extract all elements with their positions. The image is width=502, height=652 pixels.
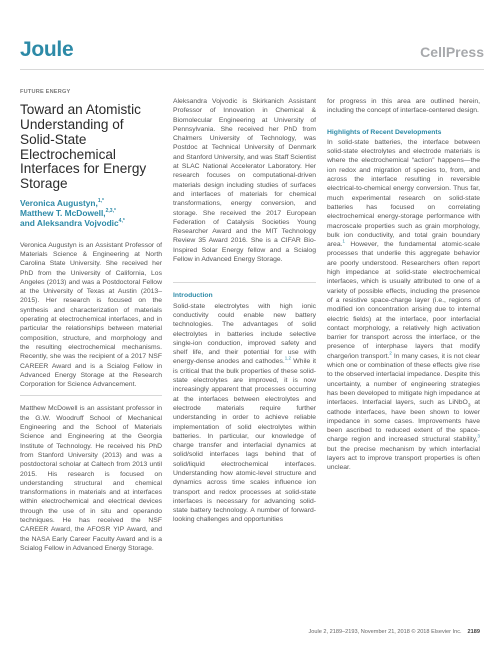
citation-info: Joule 2, 2189–2193, November 21, 2018 © 2018 Elsevier Inc. — [308, 629, 462, 635]
page-footer — [308, 629, 480, 635]
citation-link[interactable]: 3 — [477, 434, 480, 440]
author-affiliation-mark: 1,* — [97, 198, 104, 205]
author-augustyn[interactable]: Veronica Augustyn,$^{1,*}$ — [20, 198, 104, 209]
bio-mcdowell: Matthew McDowell is an assistant professor in the G.W. Woodruff School of Mechanical Engineering and the School of Materials Science and Engineering at the Georgia Institute of Technology. He received his PhD from Stanford University (2013) and was a postdoctoral scholar at Caltech from 2013 until 2015. His research is focused on understanding structural and chemical transformations in materials and at interfaces within electrochemical and electrical devices through the use of in situ and operando techniques. He has received the NSF CAREER Award, the AFOSR YIP Award, and the NASA Early Career Faculty Award and is a Scialog Fellow in Advanced Energy Storage. — [20, 405, 162, 552]
bio-divider — [20, 395, 162, 396]
citation-link[interactable]: 2 — [389, 350, 392, 356]
bio-divider — [173, 282, 316, 283]
journal-logo: Joule — [20, 38, 74, 61]
article-title: Toward an Atomistic Understanding of Solid-State Electrochemical Interfaces for Energy Storage — [20, 102, 147, 192]
citation-link[interactable]: 1 — [342, 238, 345, 244]
highlights-heading: Highlights of Recent Developments — [327, 128, 442, 136]
introduction-heading: Introduction — [173, 292, 213, 300]
author-mcdowell[interactable]: Matthew T. McDowell,$^{2,3,*}$ — [20, 208, 116, 219]
bio-augustyn: Veronica Augustyn is an Assistant Professor of Materials Science & Engineering at North Carolina State University. She received her PhD from the University of California, Los Angeles (2013) and was a Postdoctoral Fellow at the University of Texas at Austin (2013–2015). Her research is focused on the synthesis and characterization of materials operating at electrochemical interfaces, and in particular the relationships between material composition, structure, and morphology and the resulting electrochemical mechanisms. Recently, she was the recipient of a 2017 NSF CAREER Award and is a Scialog Fellow in Advanced Energy Storage at the Research Corporation for Science Advancement. — [20, 241, 162, 389]
introduction-paragraph: Solid-state electrolytes with high ionic conductivity could enable new battery technologies. The advantages of solid electrolytes in batteries include selective single-ion conduction, improved safety and shelf life, and their potential for use with energy-dense anodes and cathodes.$^{1,2}$ While it is critical that the bulk properties of these solid-state electrolytes are improved, it is now increasingly apparent that processes occurring at the interfaces between electrolytes and electrode materials require further understanding in order to achieve reliable implementation of solid electrolytes within batteries. In particular, our knowledge of charge transfer and interfacial dynamics at solid/solid interfaces lags behind that of solid/liquid electrochemical interfaces. Understanding how atomic-level structure and dynamics across time scales influence ion transport and redox processes at solid-state interfaces is necessary for advancing solid-state battery technology. A number of forward-looking challenges and opportunities — [173, 302, 317, 524]
author-vojvodic[interactable]: and Aleksandra Vojvodic$^{4,*}$ — [20, 218, 125, 229]
publisher-logo: CellPress — [420, 44, 484, 60]
highlights-paragraph: In solid-state batteries, the interface between solid-state electrolytes and electrode materials is where the electrochemical “action” happens—the ion redox and migration of species to, from, and across the interface resulting in reversible electrical-to-chemical energy conversion. Thus far, much experimental research on solid-state batteries has focused on correlating electrochemical energy-storage performance with macroscale properties such as grain morphology, bulk ion conductivity, and total grain boundary area.$^1$ However, the fundamental atomic-scale processes that underlie this aggregate behavior are poorly understood. Researchers often report high impedance at solid-state electrochemical interfaces, which is usually attributed to one of a variety of possible effects, including the presence of a resistive space-charge layer (i.e., regions of modified ion concentration arising due to internal electric fields) at the interface, poor interfacial contact morphology, a relatively high activation barrier for transport across the interface, or the presence of interphase layers that modify charge/ion transport.$^2$ In many cases, it is not clear which one or combination of these effects give rise to the observed interfacial impedance. Despite this uncertainty, a number of engineering strategies has been developed to mitigate high impedance at interfaces. Interfacial layers, such as LiNbO$_3$ at cathode interfaces, have been shown to lower impedance in some cases. Improvements have been ascribed to reduced extent of the space-charge region and increased structural stability,$^3$ but the precise mechanism by which interfacial layers act to improve transport properties is often unclear. — [327, 138, 481, 472]
column-left — [20, 88, 162, 559]
bio-vojvodic: Aleksandra Vojvodic is Skirkanich Assistant Professor of Innovation in Chemical & Biomolecular Engineering at University of Pennsylvania. She received her PhD from Chalmers University of Technology, was Postdoc at Technical University of Denmark and Stanford University, and was Staff Scientist at SLAC National Accelerator Laboratory. Her research focuses on computational-driven materials design including studies of surfaces and interfaces of materials for chemical transformations, energy conversion, and storage. She received the 2017 European Federation of Catalysis Societies Young Researcher Award and the MIT Technology Review 35 Award 2016. She is a CIFAR Bio-Inspired Solar Energy fellow and a Scialog Fellow in Advanced Energy Storage. — [173, 98, 316, 264]
page-number: 2189 — [467, 629, 480, 635]
author-affiliation-mark: 2,3,* — [105, 208, 116, 215]
citation-link[interactable]: 1,2 — [284, 356, 291, 362]
column-right — [327, 97, 480, 473]
section-label: FUTURE ENERGY — [20, 89, 71, 95]
column-middle — [173, 97, 316, 525]
introduction-continued: for progress in this area are outlined herein, including the concept of interface-centered design. — [327, 98, 480, 115]
header-divider — [20, 69, 484, 70]
author-affiliation-mark: 4,* — [118, 218, 125, 225]
author-list — [20, 198, 162, 229]
